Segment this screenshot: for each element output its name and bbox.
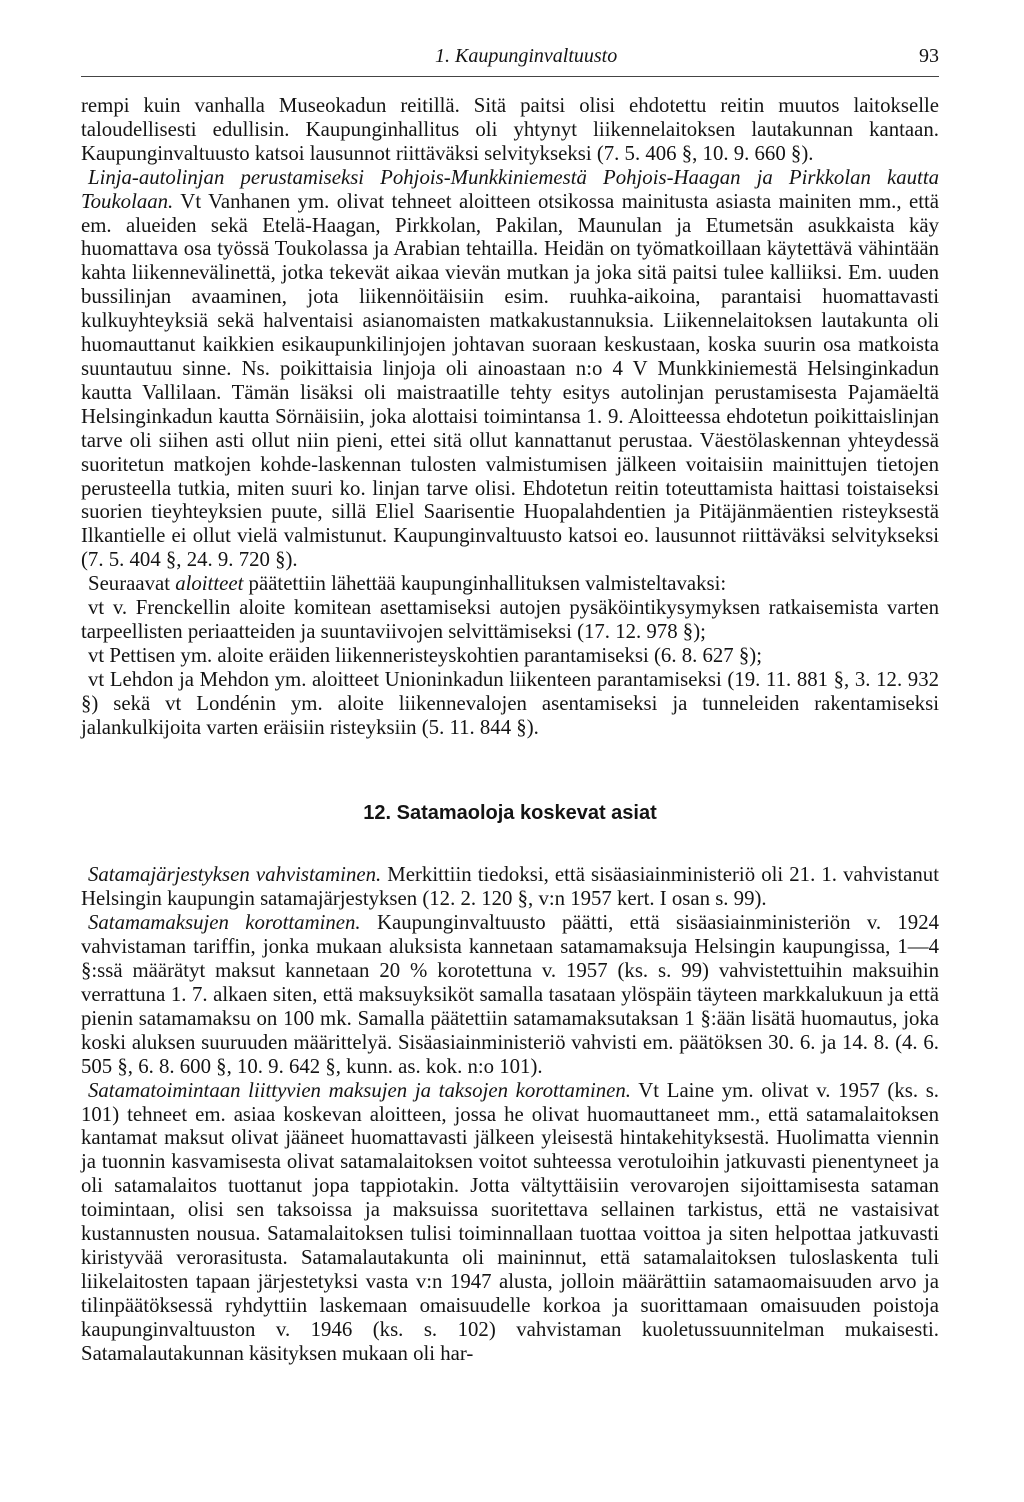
body-text [81,94,939,1366]
section-heading: 12. Satamaoloja koskevat asiat [363,802,657,825]
paragraph-harbour-fees [81,911,939,1078]
paragraph-lead: Satamajärjestyksen vahvistaminen. [88,863,382,887]
paragraph-lead: Satamatoimintaan liittyvien maksujen ja taksojen korottaminen. [88,1078,631,1102]
initiative-item [81,596,939,644]
paragraph-text: rempi kuin vanhalla Museokadun reitillä. Sitä paitsi olisi ehdotettu reitin muutos laitokselle taloudellisesti edullisin. Kaupunginhallitus oli yhtynyt liikennelaitoksen lautakunnan kantaan. Kaupunginvaltuusto katsoi lausunnot riittäväksi selvitykseksi (7. 5. 406 §, 10. 9. 660 §). [81,94,939,165]
initiative-item [81,668,939,740]
paragraph-lead: Linja-autolinjan perustamiseksi Pohjois-Munkkiniemestä Pohjois-Haagan ja Pirkkolan kautta Toukolaan. [81,165,939,213]
paragraph-harbour-tariffs [81,1079,939,1366]
paragraph-text: vt Lehdon ja Mehdon ym. aloitteet Unioninkadun liikenteen parantamiseksi (19. 11. 881 §, 3. 12. 932 §) sekä vt Londénin ym. aloite liikennevalojen asentamiseksi ja tunneleiden rakentamiseksi jalankulkijoita varten eräisiin risteyksiin (5. 11. 844 §). [81,667,939,739]
chapter-title: 1. Kaupunginvaltuusto [435,45,618,67]
paragraph-bus-line [81,166,939,572]
paragraph-text: vt Pettisen ym. aloite eräiden liikenneristeyskohtien parantamiseksi (6. 8. 627 §); [88,643,763,667]
paragraph-text: Kaupunginvaltuusto päätti, että sisäasiainministeriön v. 1924 vahvistaman tariffin, jonka mukaan aluksista kannetaan satamamaksuja Helsingin kaupungissa, 1—4 §:ssä määrätyt maksut kannetaan 20 % korotettuna v. 1957 (ks. s. 99) vahvistettuihin maksuihin verrattuna 1. 7. alkaen siten, että maksuyksiköt samalla tasataan ylöspäin täyteen markkalukuun ja että pienin satamamaksu on 100 mk. Samalla päätettiin satamamaksutaksan 1 §:ään lisätä huomautus, joka koski aluksen suuruuden määrittelyä. Sisäasiainministeriö vahvisti em. päätöksen 30. 6. ja 14. 8. (4. 6. 505 §, 6. 8. 600 §, 10. 9. 642 §, kunn. as. kok. n:o 101). [81,911,939,1078]
paragraph-text: Vt Vanhanen ym. olivat tehneet aloitteen otsikossa mainitusta asiasta mainiten mm., että em. alueiden sekä Etelä-Haagan, Pirkkolan, Pakilan, Maunulan ja Etumetsän asukkaista käy huomattava osa työssä Toukolassa ja Arabian tehtailla. Heidän on työmatkoillaan käytettävä vähintään kahta liikennevälinettä, jotka tekevät aikaa vievän mutkan ja joka sitä paitsi tulee kalliiksi. Em. uuden bussilinjan avaaminen, jota liikennöitäisiin esim. ruuhka-aikoina, parantaisi huomattavasti kulkuyhteyksiä sekä halventaisi asianomaisten matkakustannuksia. Liikennelaitoksen lautakunta oli huomauttanut kaikkien esikaupunkilinjojen johtavan suoraan keskustaan, koska suurin osa matkoista suuntautuu sinne. Ns. poikittaisia linjoja oli ainoastaan n:o 4 V Munkkiniemestä Helsinginkadun kautta Vallilaan. Tämän lisäksi oli maistraatille tehty esitys autolinjan perustamisesta Pajamäeltä Helsinginkadun kautta Sörnäisiin, joka alottaisi toimintansa 1. 9. Aloitteessa ehdotetun poikittaislinjan tarve oli siihen asti ollut niin pieni, ettei sitä ollut kannattanut perustaa. Väestölaskennan yhteydessä suoritetun matkojen kohde-laskennan tulosten valmistumisen jälkeen voitaisiin mainittujen tietojen perusteella tutkia, miten suuri ko. linjan tarve olisi. Ehdotetun reitin toteuttamista haittasi toistaiseksi suorien tieyhteyksien puute, sillä Eliel Saarisentie Huopalahdentien ja Pitäjänmäentien risteyksestä Ilkantielle ei ollut vielä valmistunut. Kaupunginvaltuusto katsoi eo. lausunnot riittäväksi selvitykseksi (7. 5. 404 §, 24. 9. 720 §). [81,189,939,572]
paragraph-text: Vt Laine ym. olivat v. 1957 (ks. s. 101) tehneet em. asiaa koskevan aloitteen, jossa he olivat huomauttaneet mm., että satamalaitoksen kantamat maksut olivat jääneet huomattavasti jälkeen yleisestä hintakehityksestä. Huolimatta viennin ja tuonnin kasvamisesta olivat satamalaitoksen voitot suhteessa verotuloihin jatkuvasti pienentyneet ja oli satamalaitos tuottanut jopa tappiotakin. Jotta vältyttäisiin verovarojen sijoittamisesta sataman toimintaan, olisi sen taksoissa ja maksuissa suoritettava sellainen tarkistus, että ne vastaisivat kustannusten nousua. Satamalaitoksen tulisi toiminnallaan tuottaa voittoa ja siten helpottaa jatkuvasti kiristyvää verorasitusta. Satamalautakunta oli maininnut, että satamalaitoksen tuloslaskenta tuli liikelaitosten tapaan järjestetyksi vasta v:n 1947 alusta, jolloin määrättiin satamaomaisuuden arvo ja tilinpäätöksessä ryhdyttiin laskemaan omaisuudelle korkoa ja suorittamaan omaisuuden poistoja kaupunginvaltuuston v. 1946 (ks. s. 102) vahvistaman kuoletussuunnitelman mukaisesti. Satamalautakunnan käsityksen mukaan oli har- [81,1078,939,1365]
paragraph-lead: Satamamaksujen korottaminen. [88,911,361,935]
paragraph-initiatives-intro [81,572,939,596]
paragraph-text: Merkittiin tiedoksi, että sisäasiainministeriö oli 21. 1. vahvistanut Helsingin kaupungin satamajärjestyksen (12. 2. 120 §, v:n 1957 kert. I osan s. 99). [81,863,939,911]
paragraph-text: päätettiin lähettää kaupunginhallituksen valmisteltavaksi: [243,572,727,596]
paragraph-emphasis: aloitteet [175,572,244,596]
initiative-item [81,644,939,668]
header-rule [81,76,939,77]
page-number: 93 [919,45,939,67]
paragraph-text: vt v. Frenckellin aloite komitean asettamiseksi autojen pysäköintikysymyksen ratkaisemista varten tarpeellisten periaatteiden ja suuntaviivojen selvittämiseksi (17. 12. 978 §); [81,596,939,643]
paragraph-harbour-order [81,863,939,911]
paragraph-pre: Seuraavat [88,572,176,596]
paragraph-continuation [81,94,939,166]
